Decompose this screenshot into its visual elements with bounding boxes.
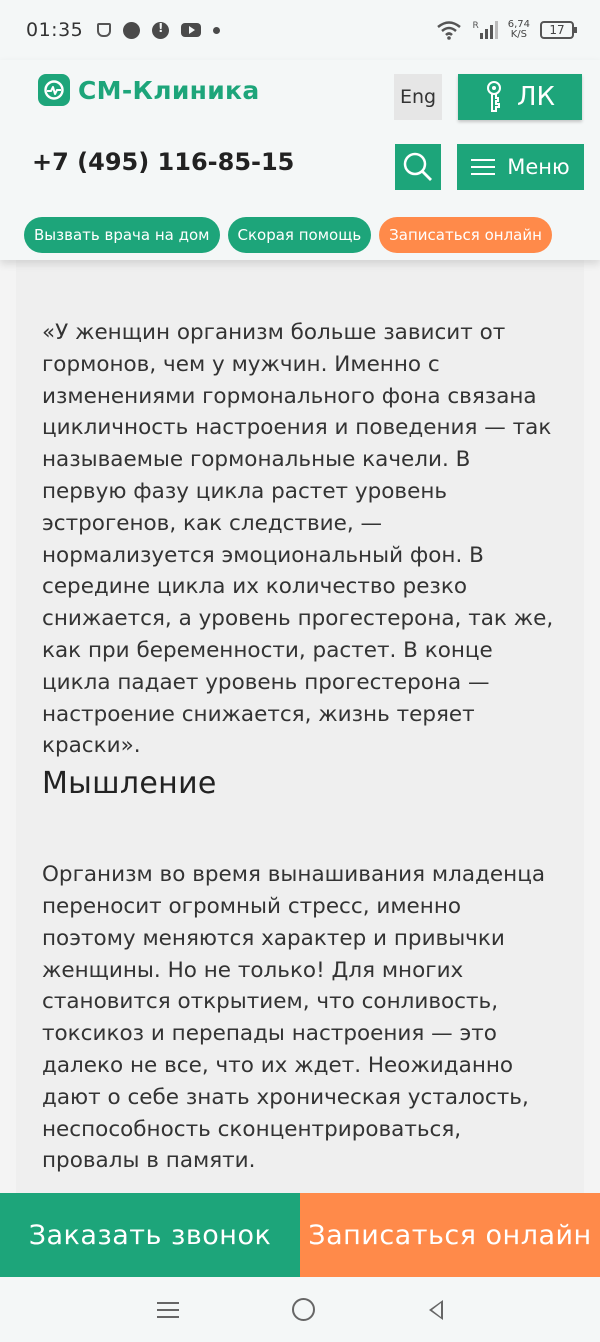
speed-value: 6,74 [507, 19, 530, 30]
phone-number[interactable]: +7 (495) 116-85-15 [32, 148, 295, 176]
notification-icons [97, 22, 220, 39]
logo-text: СМ-Клиника [78, 75, 260, 105]
youtube-icon [181, 23, 201, 37]
network-speed [508, 20, 530, 40]
site-header [0, 60, 600, 260]
call-doctor-home-button[interactable]: Вызвать врача на дом [24, 217, 220, 253]
article-quote: «У женщин организм больше зависит от гормонов, чем у мужчин. Именно с изменениями гормонального фона связана цикличность настроения и поведения — так называемые гормональные качели. В первую фазу цикла растет уровень эстрогенов, как следствие, — нормализуется эмоциональный фон. В середине цикла их количество резко снижается, а уровень прогестерона, так же, как при беременности, растет. В конце цикла падает уровень прогестерона — настроение снижается, жизнь теряет краски». [42, 320, 554, 759]
personal-account-button[interactable] [458, 74, 582, 120]
quick-actions [24, 217, 552, 253]
bottom-cta-bar [0, 1193, 600, 1277]
chrome-icon [123, 22, 140, 39]
request-call-button[interactable]: Заказать звонок [0, 1193, 300, 1277]
signal-icon [472, 21, 497, 39]
logo[interactable] [38, 74, 260, 106]
section-heading: Мышление [42, 766, 217, 802]
hamburger-icon [471, 159, 495, 175]
wifi-icon [436, 20, 462, 40]
emergency-button[interactable]: Скорая помощь [228, 217, 372, 253]
lk-label: ЛК [516, 82, 555, 112]
battery-level: 17 [549, 23, 565, 37]
search-button[interactable] [395, 144, 441, 190]
search-icon [402, 151, 434, 183]
back-icon[interactable] [429, 1300, 443, 1320]
language-button[interactable]: Eng [394, 74, 442, 120]
article-content [16, 260, 584, 1200]
signup-online-button[interactable]: Записаться онлайн [300, 1193, 600, 1277]
status-time: 01:35 [26, 19, 84, 41]
menu-button[interactable] [457, 144, 584, 190]
status-bar [0, 0, 600, 60]
system-nav-bar [0, 1277, 600, 1342]
signup-online-pill[interactable]: Записаться онлайн [379, 217, 552, 253]
article-paragraph: Организм во время вынашивания младенца переносит огромный стресс, именно поэтому меняются характер и привычки женщины. Но не только! Для многих становится открытием, что сонливость, токсикоз и перепады настроения — это далеко не все, что их ждет. Неожиданно дают о себе знать хроническая усталость, неспособность сконцентрироваться, провалы в памяти. [42, 862, 546, 1174]
logo-icon [38, 74, 70, 106]
key-icon [485, 81, 503, 113]
recent-apps-icon[interactable] [157, 1302, 179, 1318]
network-label: R [472, 21, 479, 31]
speed-unit: K/S [510, 29, 527, 40]
alert-icon [152, 22, 169, 39]
battery-icon [540, 21, 574, 39]
dot-icon [213, 27, 220, 34]
flask-icon [97, 23, 111, 37]
home-icon[interactable] [292, 1298, 315, 1321]
menu-label: Меню [507, 155, 570, 179]
system-icons [436, 20, 574, 40]
